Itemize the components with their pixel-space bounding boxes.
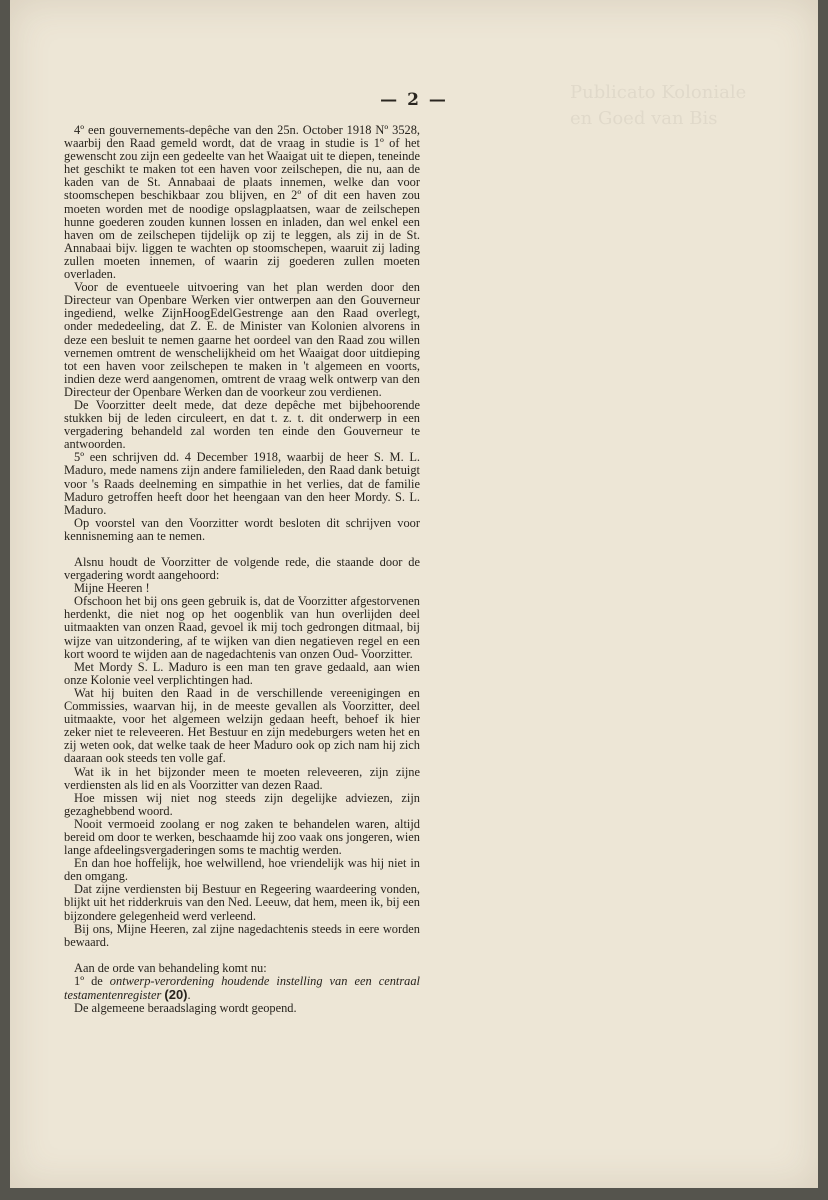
paragraph: Hoe missen wij niet nog steeds zijn degelijke adviezen, zijn gezaghebbend woord. — [64, 790, 420, 818]
paragraph: De Voorzitter deelt mede, dat deze depêche met bijbehoorende stukken bij de leden circuleert, en dat t. z. t. dit onderwerp in een vergadering behandeld zal worden ten einde den Gouverneur te antwoorden. — [64, 397, 420, 452]
paragraph: Voor de eventueele uitvoering van het plan werden door den Directeur van Openbare Werken vier ontwerpen aan den Gouverneur ingediend, welke ZijnHoogEdelGestrenge aan den Raad overlegt, onder mededeeling, dat Z. E. de Minister van Kolonien alvorens in deze een besluit te nemen gaarne het oordeel van den Raad zou willen vernemen omtrent de wenschelijkheid om het Waaigat door uitdieping tot een haven voor zeilschepen te maken in 't algemeen en voorts, indien deze werd aangenomen, omtrent de vraag welk ontwerp van den Directeur der Openbare Werken dan de voorkeur zou verdienen. — [64, 280, 420, 399]
agenda-item-prefix: 1º de — [74, 973, 110, 988]
paragraph: Bij ons, Mijne Heeren, zal zijne nagedachtenis steeds in eere worden bewaard. — [64, 921, 420, 949]
salutation: Mijne Heeren ! — [74, 581, 150, 596]
paragraph: Op voorstel van den Voorzitter wordt besloten dit schrijven voor kennisneming aan te nemen. — [64, 515, 420, 543]
paragraph: Ofschoon het bij ons geen gebruik is, dat de Voorzitter afgestorvenen herdenkt, die niet nog op het oogenblik van hun overlijden deel uitmaakten van onzen Raad, gevoel ik mij toch gedrongen ditmaal, bij wijze van uitzondering, af te wijken van dien negatieven regel en een kort woord te wijden aan de nagedachtenis van onzen Oud- Voorzitter. — [64, 594, 420, 661]
agenda-heading: Aan de orde van behandeling komt nu: — [74, 960, 267, 975]
paragraph: Wat hij buiten den Raad in de verschillende vereenigingen en Commissies, waarvan hij, in de meeste gevallen als Voorzitter, deel uitmaakte, voor het algemeen welzijn gedaan heeft, behoef ik hier zeker niet te releveeren. Het Bestuur en zijn medeburgers weten het en zij weten ook, dat welke taak de heer Maduro ook op zich nam hij zich daaraan ook steeds ten volle gaf. — [64, 685, 420, 766]
agenda-item — [64, 975, 420, 1002]
text-column — [64, 124, 420, 1015]
agenda-item-number: (20) — [164, 987, 188, 1002]
page-number: — 2 — — [380, 90, 448, 110]
bleed-through-line: en Goed van Bis — [570, 108, 718, 129]
paragraph: Met Mordy S. L. Maduro is een man ten grave gedaald, aan wien onze Kolonie veel verplichtingen had. — [64, 659, 420, 687]
paragraph: 4º een gouvernements-depêche van den 25n. October 1918 Nº 3528, waarbij den Raad gemeld wordt, dat de vraag in studie is 1º of het gewenscht zou zijn een gedeelte van het Waaigat uit te diepen, teneinde het geschikt te maken tot een haven voor zeilschepen, die nu, aan de kaden van de St. Annabaai de plaats innemen, welke dan voor stoomschepen beschikbaar zou blijven, en 2º of dit een haven zou moeten worden met de noodige opslagplaatsen, waar de zeilschepen hunne goederen zouden kunnen lossen en inladen, dan wel enkel een haven om de zeilschepen tijdelijk op zij te leggen, als zij in de St. Annabaai bijv. liggen te wachten op stoomschepen, waaruit zij lading zullen moeten innemen, of waarin zij goederen zullen moeten overladen. — [64, 123, 420, 282]
paragraph: Alsnu houdt de Voorzitter de volgende rede, die staande door de vergadering wordt aangehoord: — [64, 555, 420, 583]
document-page — [10, 0, 818, 1188]
paragraph: Wat ik in het bijzonder meen te moeten releveeren, zijn zijne verdiensten als lid en als Voorzitter van dezen Raad. — [64, 764, 420, 792]
paragraph: Nooit vermoeid zoolang er nog zaken te behandelen waren, altijd bereid om door te werken, beschaamde hij zoo vaak ons jongeren, wien lange afdeelingsvergaderingen soms te machtig werden. — [64, 816, 420, 858]
paragraph: 5º een schrijven dd. 4 December 1918, waarbij de heer S. M. L. Maduro, mede namens zijn andere familieleden, den Raad dank betuigt voor 's Raads deelneming en simpathie in het verlies, dat de familie Maduro getroffen heeft door het heengaan van den heer Mordy. S. L. Maduro. — [64, 450, 420, 517]
spacer — [64, 949, 420, 962]
paragraph: Dat zijne verdiensten bij Bestuur en Regeering waardeering vonden, blijkt uit het ridderkruis van den Ned. Leeuw, dat hem, meen ik, bij een bijzondere gelegenheid werd verleend. — [64, 882, 420, 923]
closing-line: De algemeene beraadslaging wordt geopend. — [74, 1001, 297, 1016]
bleed-through-line: Publicato Koloniale — [570, 82, 747, 103]
agenda-item-title: ontwerp-verordening houdende instelling van een centraal testamentenregister — [64, 973, 420, 1002]
agenda-item-suffix: . — [187, 988, 191, 1002]
paragraph: En dan hoe hoffelijk, hoe welwillend, hoe vriendelijk was hij niet in den omgang. — [64, 856, 420, 884]
